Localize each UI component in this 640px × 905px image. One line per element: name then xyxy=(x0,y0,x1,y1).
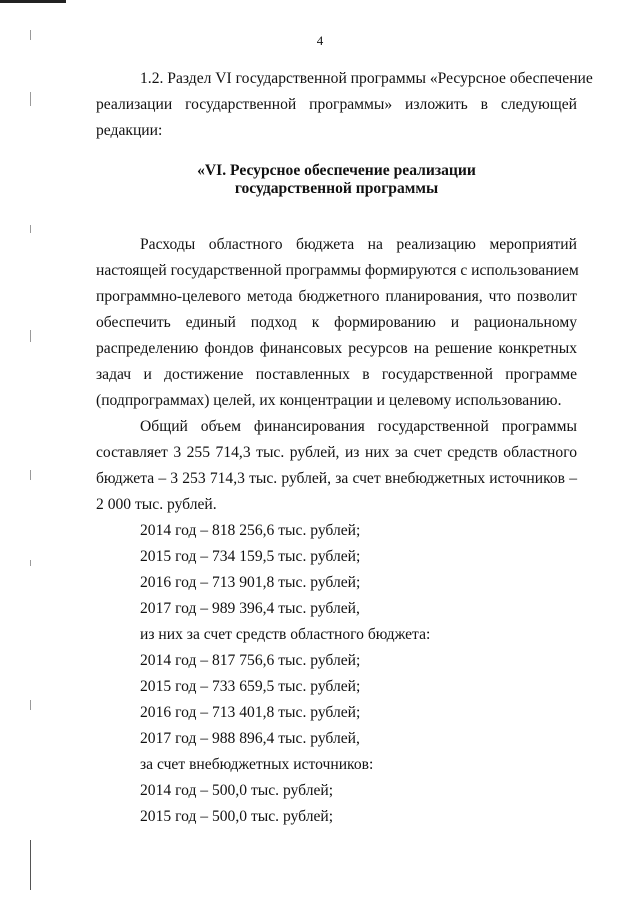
section-heading xyxy=(96,162,577,198)
text-line: Общий объем финансирования государственной программы xyxy=(140,418,577,435)
heading-line: «VI. Ресурсное обеспечение реализации xyxy=(197,162,476,179)
text-line: 2 000 тыс. рублей. xyxy=(96,496,217,513)
text-line: бюджета – 3 253 714,3 тыс. рублей, за счет внебюджетных источников – xyxy=(96,470,577,487)
list-item: 2014 год – 817 756,6 тыс. рублей; xyxy=(140,652,361,669)
extrabudget-by-year-list xyxy=(96,778,577,830)
heading-line: государственной программы xyxy=(234,180,439,197)
list-item: 2015 год – 734 159,5 тыс. рублей; xyxy=(140,548,361,565)
text-line: составляет 3 255 714,3 тыс. рублей, из них за счет средств областного xyxy=(96,444,577,461)
regional-budget-label: из них за счет средств областного бюджета: xyxy=(140,626,431,643)
extrabudget-label: за счет внебюджетных источников: xyxy=(140,756,374,773)
list-item: 2017 год – 989 396,4 тыс. рублей, xyxy=(140,600,360,617)
text-line: программно-целевого метода бюджетного планирования, что позволит xyxy=(96,288,577,305)
list-item: 2017 год – 988 896,4 тыс. рублей, xyxy=(140,730,360,747)
list-item: 2016 год – 713 901,8 тыс. рублей; xyxy=(140,574,361,591)
scan-edge-mark xyxy=(0,0,66,3)
list-item: 2014 год – 500,0 тыс. рублей; xyxy=(140,782,334,799)
text-line: обеспечить единый подход к формированию и рациональному xyxy=(96,314,577,331)
text-line: 1.2. Раздел VI государственной программы «Ресурсное обеспечение xyxy=(140,70,593,87)
regional-by-year-list xyxy=(96,648,577,752)
text-line: (подпрограммах) целей, их концентрации и целевому использованию. xyxy=(96,392,562,409)
paragraph-total-funding xyxy=(96,414,577,518)
list-item: 2015 год – 733 659,5 тыс. рублей; xyxy=(140,678,361,695)
text-line: реализации государственной программы» изложить в следующей xyxy=(96,96,577,113)
text-line: задач и достижение поставленных в государственной программе xyxy=(96,366,577,383)
paragraph-expenses xyxy=(96,232,577,414)
intro-paragraph xyxy=(96,66,593,144)
total-by-year-list xyxy=(96,518,577,622)
list-item: 2016 год – 713 401,8 тыс. рублей; xyxy=(140,704,361,721)
text-line: Расходы областного бюджета на реализацию мероприятий xyxy=(140,236,577,253)
list-item: 2014 год – 818 256,6 тыс. рублей; xyxy=(140,522,361,539)
page-number: 4 xyxy=(316,33,324,48)
text-line: распределению фондов финансовых ресурсов на решение конкретных xyxy=(96,340,577,357)
list-item: 2015 год – 500,0 тыс. рублей; xyxy=(140,808,334,825)
document-body xyxy=(96,66,593,830)
text-line: редакции: xyxy=(96,122,163,139)
text-line: настоящей государственной программы формируются с использованием xyxy=(96,262,579,279)
scan-binding-marks xyxy=(30,0,32,905)
